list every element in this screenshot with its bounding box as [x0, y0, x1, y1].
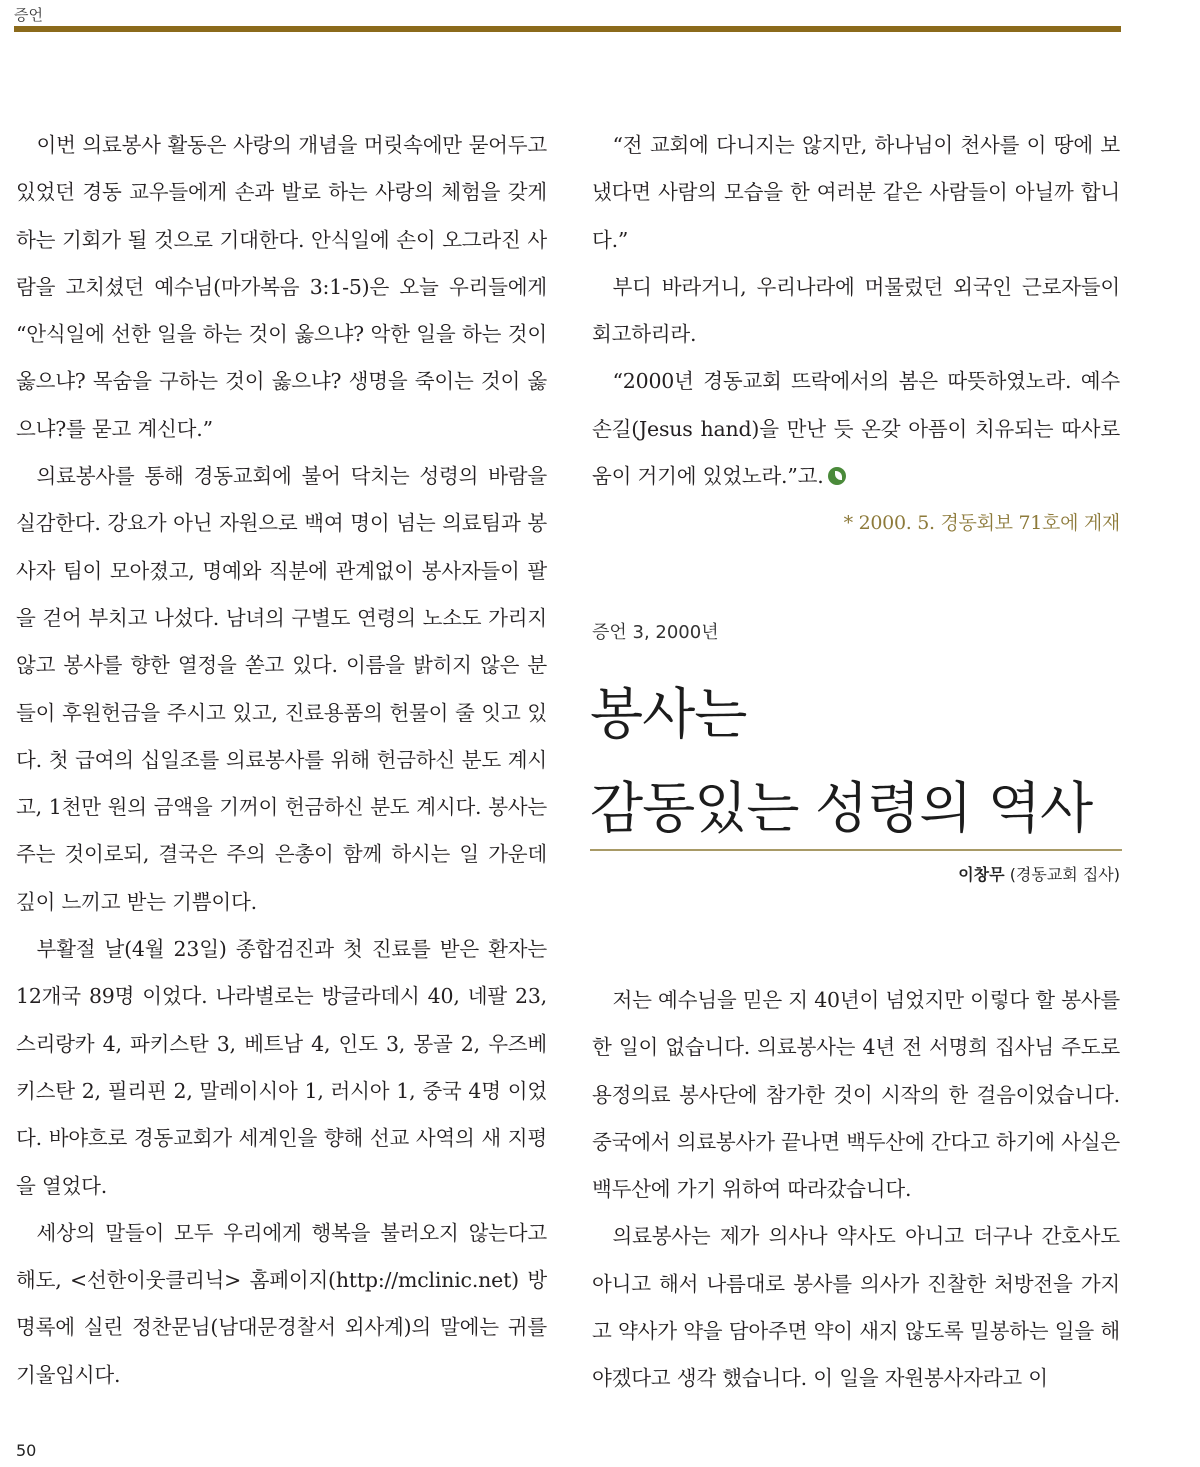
headline-rule [590, 849, 1122, 851]
body-paragraph: 부디 바라거니, 우리나라에 머물렀던 외국인 근로자들이 회고하리라. [592, 274, 1120, 347]
body-paragraph [592, 358, 1120, 500]
author-name: 이창무 [958, 865, 1005, 884]
headline-line-2: 감동있는 성령의 역사 [590, 776, 1093, 840]
body-paragraph: 부활절 날(4월 23일) 종합검진과 첫 진료를 받은 환자는 12개국 89명 이었다. 나라별로는 방글라데시 40, 네팔 23, 스리랑카 4, 파키스탄 3, 베트남 4, 인도 3, 몽골 2, 우즈베키스탄 2, 필리핀 2, 말레이시아 1, 러시아 1, 중국 4명 이었다. 바야흐로 경동교회가 세계인을 향해 선교 사역의 새 지평을 열었다. [16, 937, 547, 1198]
byline [958, 862, 1120, 885]
headline-line-1: 봉사는 [590, 682, 747, 746]
right-column-bottom [592, 977, 1120, 1403]
body-paragraph: 이번 의료봉사 활동은 사랑의 개념을 머릿속에만 묻어두고 있었던 경동 교우들에게 손과 발로 하는 사랑의 체험을 갖게 하는 기회가 될 것으로 기대한다. 안식일에 손이 오그라진 사람을 고치셨던 예수님(마가복음 3:1-5)은 오늘 우리들에게 “안식일에 선한 일을 하는 것이 옳으냐? 악한 일을 하는 것이 옳으냐? 목숨을 구하는 것이 옳으냐? 생명을 죽이는 것이 옳으냐?를 묻고 계신다.” [16, 133, 547, 441]
article-kicker: 증언 3, 2000년 [592, 622, 719, 643]
body-paragraph: 의료봉사는 제가 의사나 약사도 아니고 더구나 간호사도 아니고 해서 나름대로 봉사를 의사가 진찰한 처방전을 가지고 약사가 약을 담아주면 약이 새지 않도록 밀봉하는 일을 해야겠다고 생각 했습니다. 이 일을 자원봉사자라고 이 [592, 1224, 1120, 1391]
left-column [16, 122, 547, 1399]
body-paragraph: 의료봉사를 통해 경동교회에 불어 닥치는 성령의 바람을 실감한다. 강요가 아닌 자원으로 백여 명이 넘는 의료팀과 봉사자 팀이 모아졌고, 명예와 직분에 관계없이 봉사자들이 팔을 걷어 부치고 나섰다. 남녀의 구별도 연령의 노소도 가리지 않고 봉사를 향한 열정을 쏟고 있다. 이름을 밝히지 않은 분들이 후원헌금을 주시고 있고, 진료용품의 헌물이 줄 잇고 있다. 첫 급여의 십일조를 의료봉사를 위해 헌금하신 분도 계시고, 1천만 원의 금액을 기꺼이 헌금하신 분도 계시다. 봉사는 주는 것이로되, 결국은 주의 은총이 함께 하시는 일 가운데 깊이 느끼고 받는 기쁨이다. [16, 464, 547, 914]
source-credit: * 2000. 5. 경동회보 71호에 게재 [843, 512, 1120, 535]
body-paragraph: “전 교회에 다니지는 않지만, 하나님이 천사를 이 땅에 보냈다면 사람의 모습을 한 여러분 같은 사람들이 아닐까 합니다.” [592, 133, 1120, 252]
section-label: 증언 [14, 6, 43, 24]
closing-quote-text: “2000년 경동교회 뜨락에서의 봄은 따뜻하였노라. 예수 손길(Jesus hand)을 만난 듯 온갖 아픔이 치유되는 따사로움이 거기에 있었노라.”고. [592, 369, 1120, 489]
top-rule [14, 26, 1121, 32]
body-paragraph: 저는 예수님을 믿은 지 40년이 넘었지만 이렇다 할 봉사를 한 일이 없습니다. 의료봉사는 4년 전 서명희 집사님 주도로 용정의료 봉사단에 참가한 것이 시작의 한 걸음이었습니다. 중국에서 의료봉사가 끝나면 백두산에 간다고 하기에 사실은 백두산에 가기 위하여 따라갔습니다. [592, 988, 1120, 1202]
author-role: (경동교회 집사) [1009, 865, 1120, 884]
page-number: 50 [16, 1441, 37, 1460]
article-headline [590, 667, 1130, 855]
leaf-icon [828, 467, 846, 485]
right-column-top [592, 122, 1120, 547]
body-paragraph: 세상의 말들이 모두 우리에게 행복을 불러오지 않는다고 해도, <선한이웃클리닉> 홈페이지(http://mclinic.net) 방명록에 실린 정찬문님(남대문경찰서 외사계)의 말에는 귀를 기울입시다. [16, 1220, 547, 1387]
